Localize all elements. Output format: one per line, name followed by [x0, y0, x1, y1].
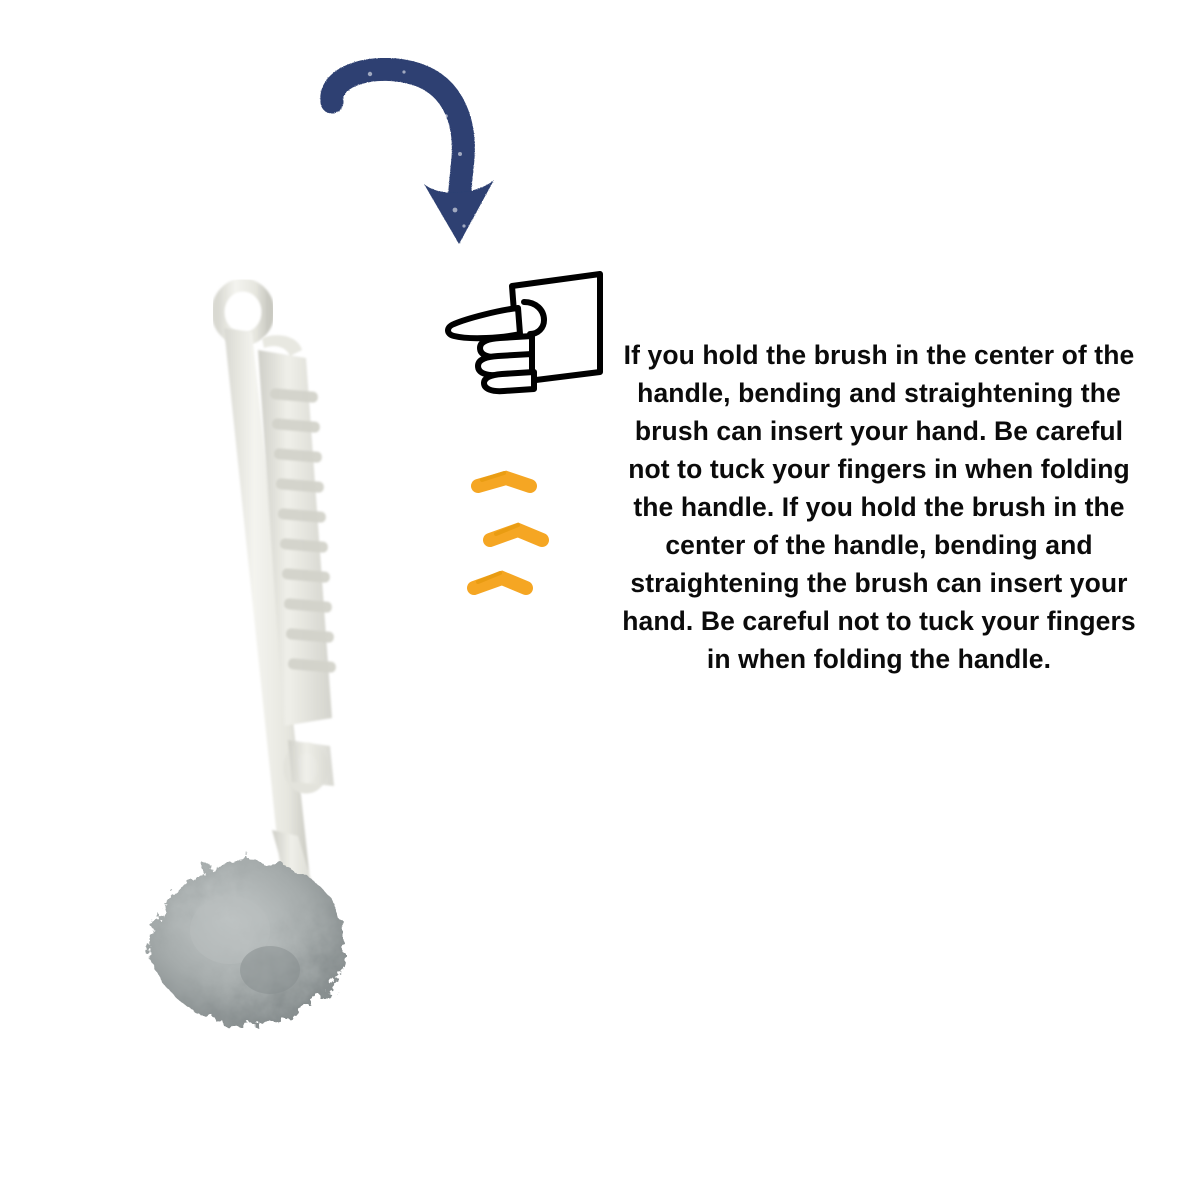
instruction-caption: If you hold the brush in the center of the handle, bending and straightening the brush can insert your hand. Be careful not to tuck your fingers in when folding the handle. If you hold the brush in the center of the handle, bending and straightening the brush can insert your hand. Be careful not to tuck your fingers in when folding the handle. [622, 340, 1136, 674]
curved-down-arrow-icon [318, 58, 518, 268]
bottle-cleaning-brush-image [120, 270, 440, 1030]
pointing-hand-icon [440, 268, 620, 398]
motion-marks-icon [460, 460, 570, 620]
